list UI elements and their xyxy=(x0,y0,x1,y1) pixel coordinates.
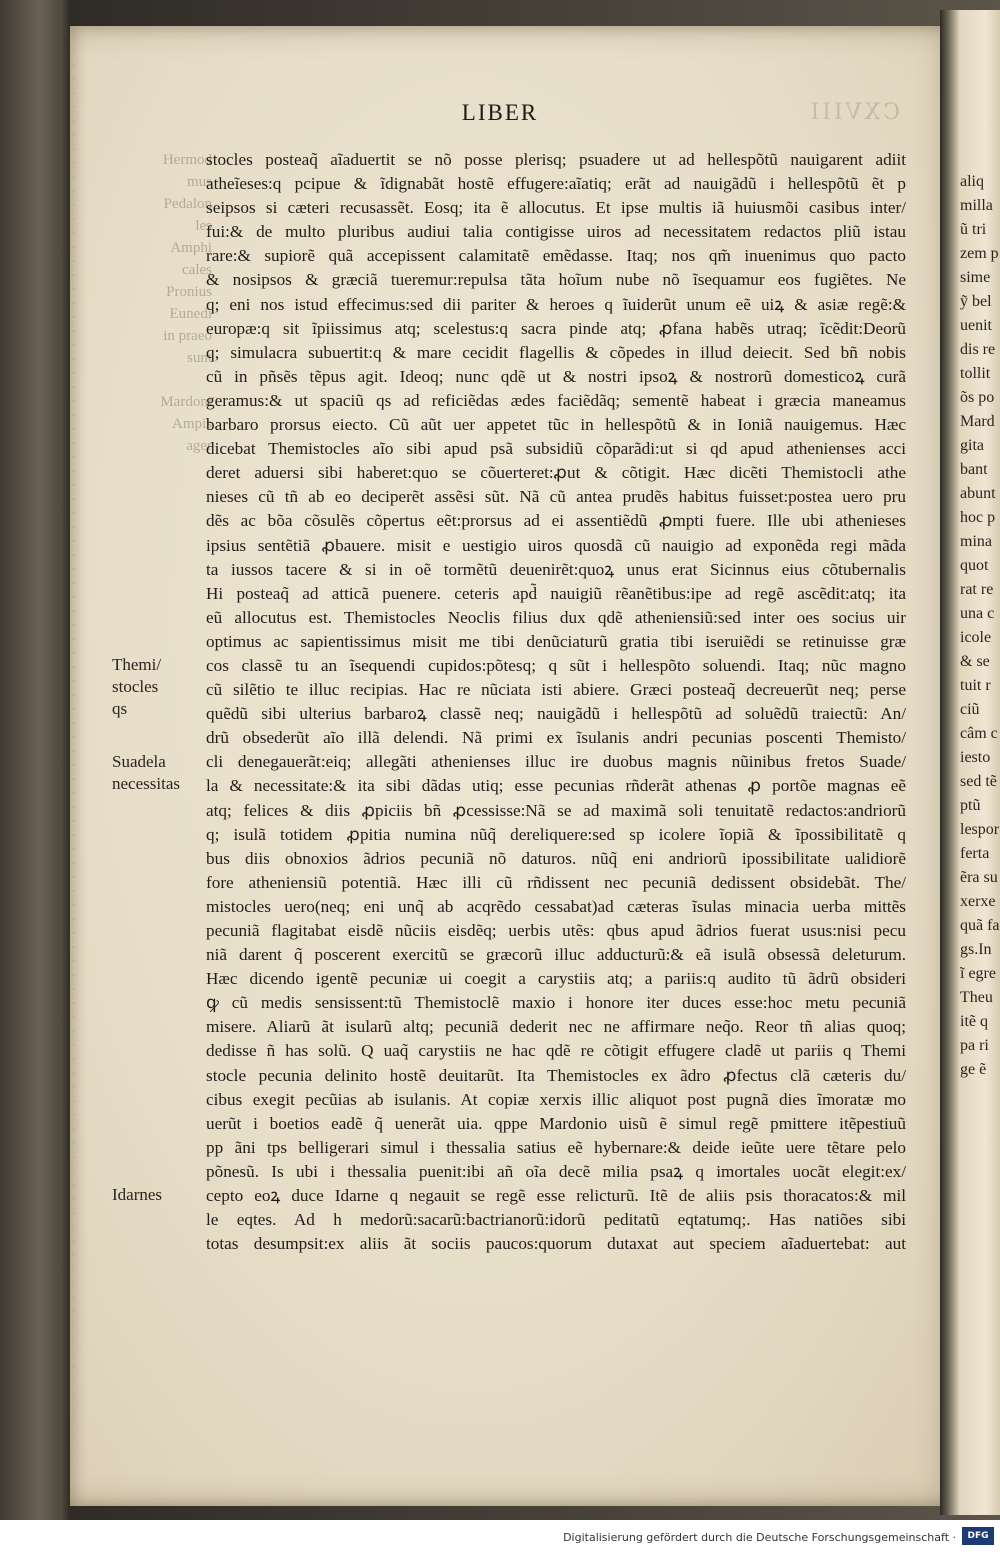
text-line: cos classẽ tu an ĩsequendi cupidos:põtesq; q sũt i hellespõto soluendi. Itaq; nũc magno xyxy=(206,655,906,675)
text-line: optimus ac sapientissimus misit me tibi denũciaturũ gratia tibi iseruiẽdi se retinuisse græ xyxy=(206,631,906,651)
text-line: cepto eoꝝ duce Idarne q negauit se regẽ esse relicturũ. Itẽ de aliis psis thoracatos:& mil xyxy=(206,1186,906,1206)
text-line: dẽs ac bõa cõsulẽs cõpertus eẽt:prorsus ad ei assentiẽdũ ꝓmpti fuere. Ille ubi athenieses xyxy=(206,511,906,531)
text-line: europæ:q sit ĩpiissimus atq; scelestus:q sacra pinde atq; ꝓfana habẽs utraq; ĩcẽdit:Deorũ xyxy=(206,318,906,338)
facing-page-fragment: ptũ xyxy=(960,797,981,814)
text-line: stocles posteaq̃ aĩaduertit se nõ posse plerisq; psuadere ut ad hellespõtũ nauigarent adiit xyxy=(206,150,906,169)
text-line: nieses cũ tñ ab eo deciperẽt assẽsi sũt. Nã cũ antea prudẽs habitus fuisset:postea uero pru xyxy=(206,487,906,507)
facing-page-fragment: gs.In xyxy=(960,941,992,958)
facing-page-fragment: abunt xyxy=(960,485,996,502)
margin-note-themistocles xyxy=(112,654,212,720)
text-line: cũ in pñsẽs tẽpus agit. Ideoq; nunc qdẽ ut & nostri ipsoꝝ & nostrorũ domesticoꝝ curã xyxy=(206,366,906,386)
margin-ghost-line: mus xyxy=(186,174,212,190)
text-line: cli denegauerãt:eiq; allegãti athenienses illuc ire duobus magnis nũinibus fretos Suade/ xyxy=(206,752,906,772)
facing-page-fragment: ỹ bel xyxy=(960,293,992,310)
margin-note-line: Idarnes xyxy=(112,1185,163,1205)
facing-page-fragment: õs po xyxy=(960,389,995,406)
facing-page-fragment: câm c xyxy=(960,725,998,742)
text-line: cibus exegit pecũias ab isulanis. At copiæ xerxis illic aliquot post pugnã dies ĩmoratæ mo xyxy=(206,1089,906,1109)
text-line: ꝙ cũ medis sensissent:tũ Themistoclẽ maxio i honore iter duces esse:hoc metu pecuniã xyxy=(206,993,906,1013)
facing-page-fragment: ciũ xyxy=(960,701,980,718)
text-line: q; simulacra subuertit:q & mare cecidit flagellis & cõpedes in illud deiecit. Sed bñ nobis xyxy=(206,342,906,362)
margin-note-line: stocles xyxy=(112,677,159,697)
text-line: Hi posteaq̃ ad atticã puenere. ceteris apd̃ nauigiũ rẽanẽtibus:ipe ad regẽ ascẽdit:atq; ita xyxy=(206,583,906,603)
text-line: ta iussos tacere & si in oẽ tormẽtũ deuenirẽt:quoꝝ unus erat Sicinnus eius cõtubernalis xyxy=(206,559,906,579)
margin-ghost-line: Eunedi xyxy=(169,306,212,322)
facing-page-fragment: mina xyxy=(960,533,992,550)
facing-page-fragment: aliq xyxy=(960,173,984,190)
facing-page-fragment: gita xyxy=(960,437,984,454)
facing-page-fragment: Mard xyxy=(960,413,995,430)
facing-page-fragment: xerxe xyxy=(960,893,996,910)
text-line: barbaro prorsus eiecto. Cũ aũt uer appetet tũc in hellespõtũ & in Ioniã nauigemus. Hæc xyxy=(206,415,906,435)
text-line: ipsius sentẽtiã ꝓbauere. misit e uestigio uiros quosdã cũ nauigio ad exponẽda regi mãda xyxy=(206,535,906,555)
text-line: drũ obsederũt aĩo illã delendi. Nã primi ex ĩsulanis andri pecunias poscenti Themisto/ xyxy=(206,728,906,748)
text-line: stocle pecunia delinito hostẽ deuitarũt. Ita Themistocles ex ãdro ꝓfectus clã cæteris du/ xyxy=(206,1065,906,1085)
facing-page-fragment: quã fa xyxy=(960,917,1000,934)
text-line: põnesũ. Is ubi i thessalia puenit:ibi añ oĩa decẽ milia psaꝝ q imortales uocãt elegit:ex/ xyxy=(206,1161,906,1181)
facing-page-fragment: & se xyxy=(960,653,990,670)
facing-page-fragment: Theu xyxy=(960,989,993,1006)
margin-note-suadela xyxy=(112,751,212,795)
margin-note-line: Suadela xyxy=(112,751,166,771)
text-line: q; eni nos istud effecimus:sed dii pariter & heroes q ĩuiderũt unum eẽ uiꝝ & asiæ regẽ:& xyxy=(206,294,906,314)
margin-ghost-line xyxy=(112,370,212,392)
facing-page-fragment: dis re xyxy=(960,341,996,358)
funding-credit: Digitalisierung gefördert durch die Deutsche Forschungsgemeinschaft · xyxy=(563,1531,956,1544)
margin-ghost-line: Ampis xyxy=(171,416,212,432)
text-line: pecuniã flagitabat eisdẽ nũciis eisdẽq; uerbis utẽs: qbus apud ãdrios fuerat usus:nisi pecu xyxy=(206,921,906,940)
text-line: niã darent q̃ poscerent exercitũ se græcorũ illuc adducturũ:& eã isulã obsessã deleturum. xyxy=(206,945,906,965)
facing-page-fragment: iesto xyxy=(960,749,991,766)
facing-page-fragment: ferta xyxy=(960,845,990,862)
facing-page-fragment: zem p xyxy=(960,245,999,262)
text-line: deret aduersi sibi haberet:quo se cõuerteret:ꝓut & cõtigit. Hæc dicẽti Themistocli athe xyxy=(206,463,906,483)
facing-page-fragment: uenit xyxy=(960,317,992,334)
facing-page-fragment: ẽra su xyxy=(960,869,998,886)
body-text xyxy=(206,148,906,1256)
facing-page-fragment: ĩ egre xyxy=(960,965,996,982)
facing-page-fragment: lespor xyxy=(960,821,1000,838)
facing-page-fragment: ũ tri xyxy=(960,221,987,238)
margin-ghost-line: Hermod xyxy=(162,152,212,168)
margin-ghost-line: Pronius xyxy=(166,284,212,300)
text-line: uerũt i boetios eadẽ q̃ uenerãt uia. qppe Mardonio uisũ ẽ simul regẽ pmittere itẽpestiuũ xyxy=(206,1113,906,1133)
text-line: bus diis obnoxios ãdrios pecuniã nõ daturos. nũq̃ eni andriorũ ipossibilitate ualidiorẽ xyxy=(206,848,906,868)
facing-page-fragment: ge ẽ xyxy=(960,1061,987,1078)
margin-ghost-line: Pedalon xyxy=(163,196,212,212)
facing-page-fragment: icole xyxy=(960,629,992,646)
text-line: fui:& de multo pluribus audiui talia contigisse uiros ad necessitatem redactos pliũ istau xyxy=(206,222,906,242)
text-line: misere. Aliarũ ãt isularũ altq; pecuniã dederit nec ne affirmare neq̃o. Reor tñ alias quoq; xyxy=(206,1017,906,1037)
margin-ghost-line: les xyxy=(195,218,212,234)
text-line: dedisse ñ has solũ. Q uaq̃ carystiis ne hac qdẽ re cõtigit effugere cladẽ ut pariis q Themi xyxy=(206,1041,906,1061)
margin-note-line: qs xyxy=(112,699,128,719)
text-line: & nosipsos & græciã tueremur:repulsa tãta hoĩum nube nõ ĩsequamur eos fugiẽtes. Ne xyxy=(206,270,906,290)
margin-show-through xyxy=(112,150,212,458)
show-through-text: CXVIII xyxy=(807,100,900,125)
facing-page-fragment: hoc p xyxy=(960,509,996,526)
text-line: seipsos si cæteri recusassẽt. Eosq; ita ẽ allocutus. Et ipse multis iã huiusmõi casibus inter/ xyxy=(206,198,906,218)
text-line: totas desumpsit:ex aliis ãt sociis paucos:quorum dutaxat aut speciem aĩaduertebat: aut xyxy=(206,1234,906,1254)
dfg-logo: DFG xyxy=(962,1527,994,1545)
margin-note-idarnes xyxy=(112,1184,212,1206)
margin-note-line: Themi/ xyxy=(112,655,162,675)
text-line: le eqtes. Ad h medorũ:sacarũ:bactrianorũ:idorũ peditatũ eqtatumq;. Has natiões sibi xyxy=(206,1210,906,1230)
text-line: atq; felices & diis ꝓpiciis bñ ꝓcessisse:Nã se ad maximã soli tenuitatẽ redactos:andriorũ xyxy=(206,800,906,820)
text-line: dicebat Themistocles aĩo sibi apud psã subsidiũ cõparãdi:ut si qd apud athenienses acci xyxy=(206,439,906,459)
text-line: q; isulã totidem ꝓpitia numina nũq̃ dereliquere:sed sp icolere ĩopiã & ĩpossibilitatẽ q xyxy=(206,824,906,844)
text-line: quẽdũ sibi ulterius barbaroꝝ classẽ neq; nauigãdũ i hellespõtũ ad soluẽdũ traiectũ: An/ xyxy=(206,704,906,724)
facing-page-fragment: rat re xyxy=(960,581,994,598)
text-line: mistocles uero(neq; eni unq̃ ab acqrẽdo cessabat)ad cæteras ĩsulas minacia uerba mittẽs xyxy=(206,896,906,916)
facing-page-fragment: itẽ q xyxy=(960,1013,988,1030)
text-line: pp ãni tps belligerari simul i thessalia satius eẽ hybernare:& deide ieũte uere tẽtare pelo xyxy=(206,1137,906,1157)
text-line: eũ allocutus est. Themistocles Neoclis filius dux qdẽ atheniensiũ:sed inter oes socius uir xyxy=(206,607,906,627)
running-head: LIBER xyxy=(461,100,539,125)
facing-page-fragment: una c xyxy=(960,605,995,622)
margin-note-line: necessitas xyxy=(112,773,180,793)
text-line: fore atheniensiũ potentiã. Hæc illi cũ rñdissent nec pecuniã dedissent obsidebãt. The/ xyxy=(206,872,906,892)
facing-page-fragment: tuit r xyxy=(960,677,991,694)
text-line: geramus:& ut spaciũ qs ad reficiẽdas ædes faciẽdãq; sementẽ habeat i græcia maneamus xyxy=(206,390,906,410)
facing-page-fragment: bant xyxy=(960,461,988,478)
margin-ghost-line: Amphi xyxy=(170,240,212,256)
facing-page-fragment: sed tẽ xyxy=(960,773,997,790)
page-edge xyxy=(72,36,75,1466)
text-line: Hæc dicendo igentẽ pecuniæ ui coegit a carystiis atq; a pariis:q audito tũ ãdrũ obsideri xyxy=(206,969,906,989)
facing-page-fragment: tollit xyxy=(960,365,991,382)
text-line: atheĩeses:q pcipue & ĩdignabãt hostẽ effugere:aĩatiq; erãt ad nauigãdũ i hellespõtũ ẽt p xyxy=(206,174,906,194)
facing-page-fragments xyxy=(960,170,1000,1082)
facing-page-fragment: milla xyxy=(960,197,993,214)
facing-page-fragment: quot xyxy=(960,557,989,574)
margin-ghost-line: Mardoni xyxy=(160,394,212,410)
margin-ghost-line: sunt xyxy=(186,350,212,366)
facing-page-fragment: sime xyxy=(960,269,991,286)
margin-ghost-line: in praeo xyxy=(163,328,212,344)
text-line: rare:& supiorẽ quã accepissent calamitatẽ emẽdasse. Itaq; nos qm̃ inuenimus quo pacto xyxy=(206,246,906,266)
text-line: cũ silẽtio te illuc recipias. Hac re nũciata isti abiere. Græci posteaq̃ decreuerũt neq; perse xyxy=(206,680,906,700)
text-line: la & necessitate:& ita sibi dãdas utiq; esse pecunias rñderãt athenas ꝓ portõe magnas eẽ xyxy=(206,776,906,796)
margin-ghost-line: ager xyxy=(186,438,212,454)
margin-ghost-line: cales xyxy=(182,262,212,278)
facing-page-fragment: pa ri xyxy=(960,1037,989,1054)
